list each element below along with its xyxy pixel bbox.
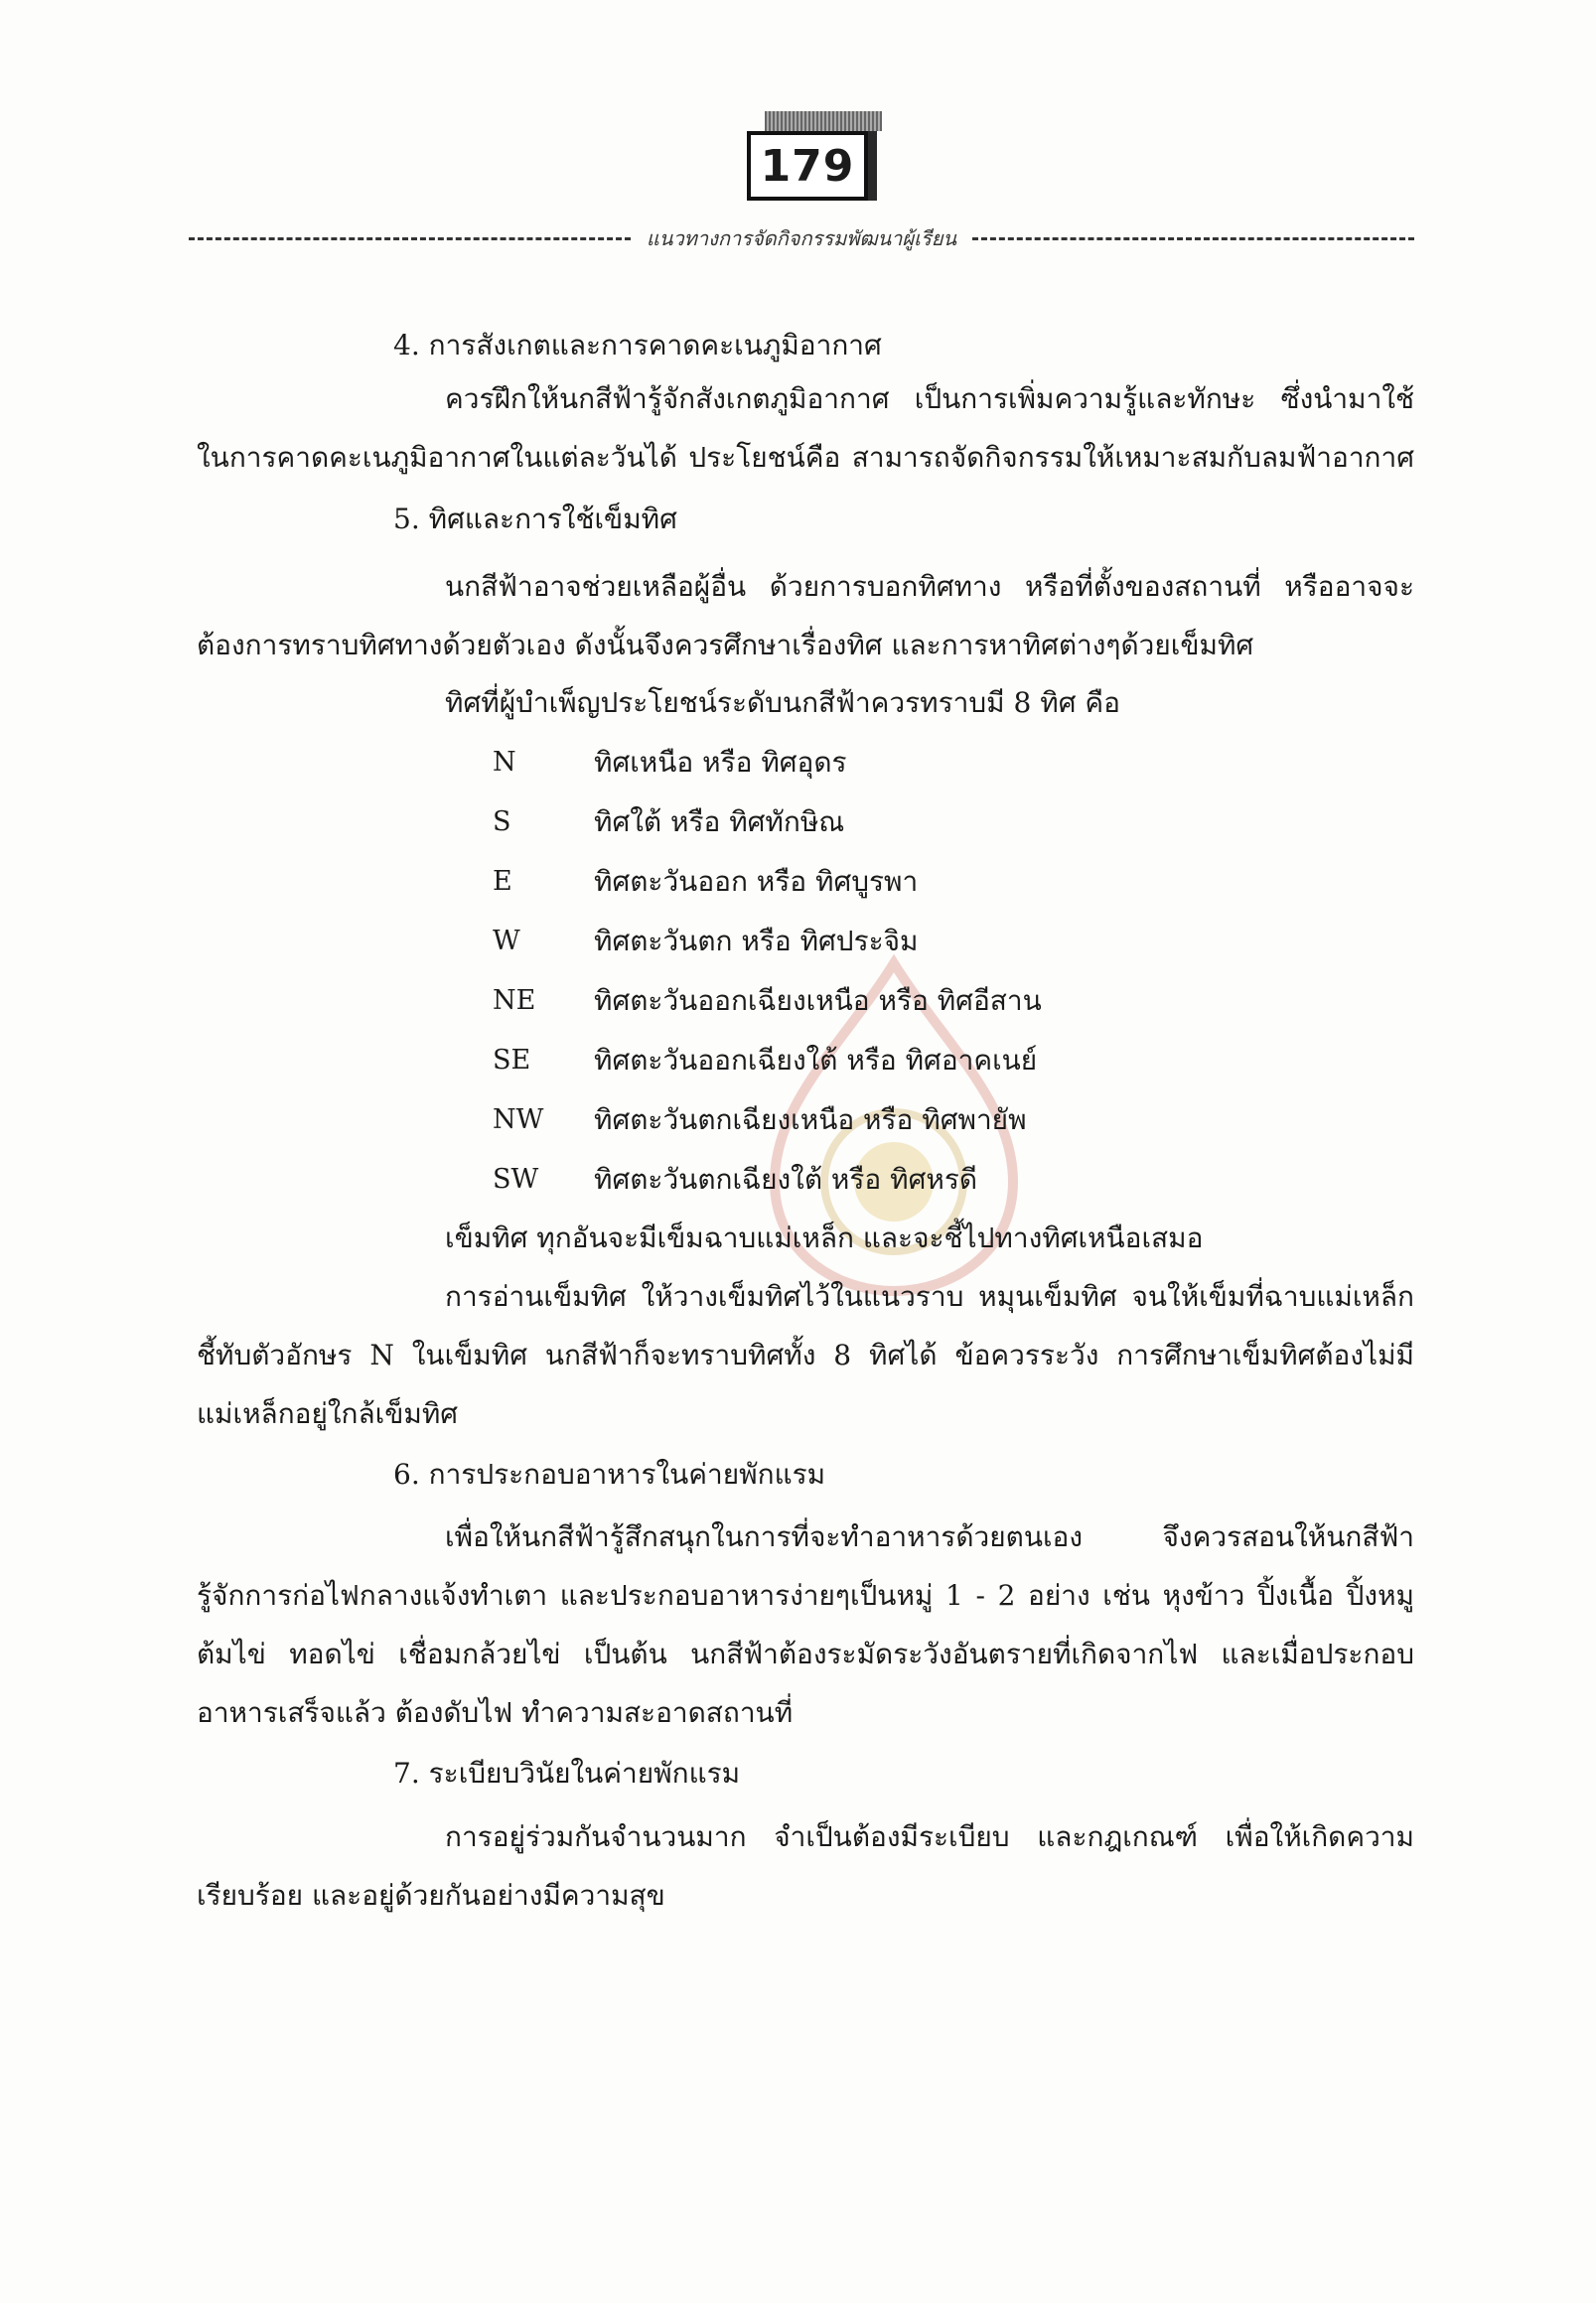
direction-name: ทิศตะวันออกเฉียงใต้ หรือ ทิศอาคเนย์: [594, 1044, 1038, 1077]
direction-name: ทิศตะวันออกเฉียงเหนือ หรือ ทิศอีสาน: [594, 984, 1042, 1017]
section-6-heading: 6. การประกอบอาหารในค่ายพักแรม: [393, 1458, 826, 1491]
section-6-line-1: เพื่อให้นกสีฟ้ารู้สึกสนุกในการที่จะทำอาหารด้วยตนเอง จึงควรสอนให้นกสีฟ้า: [445, 1520, 1414, 1553]
running-header-text: แนวทางการจัดกิจกรรมพัฒนาผู้เรียน: [646, 226, 957, 250]
direction-name: ทิศใต้ หรือ ทิศทักษิณ: [594, 805, 845, 838]
section-5-line-3: ทิศที่ผู้บำเพ็ญประโยชน์ระดับนกสีฟ้าควรทราบมี 8 ทิศ คือ: [445, 686, 1120, 719]
compass-reading-line-3: แม่เหล็กอยู่ใกล้เข็มทิศ: [197, 1397, 459, 1430]
direction-name: ทิศเหนือ หรือ ทิศอุดร: [594, 746, 847, 779]
direction-code: SE: [493, 1045, 531, 1076]
direction-name: ทิศตะวันออก หรือ ทิศบูรพา: [594, 865, 919, 898]
running-header: [189, 220, 1414, 256]
section-6-line-3: ต้มไข่ ทอดไข่ เชื่อมกล้วยไข่ เป็นต้น นกสีฟ้าต้องระมัดระวังอันตรายที่เกิดจากไฟ และเมื่อประกอบ: [197, 1638, 1414, 1670]
header-rule-right: [972, 237, 1414, 240]
section-5-line-1: นกสีฟ้าอาจช่วยเหลือผู้อื่น ด้วยการบอกทิศทาง หรือที่ตั้งของสถานที่ หรืออาจจะ: [445, 570, 1414, 603]
header-rule-left: [189, 237, 631, 240]
compass-reading-line-2: ชี้ทับตัวอักษร N ในเข็มทิศ นกสีฟ้าก็จะทราบทิศทั้ง 8 ทิศได้ ข้อควรระวัง การศึกษาเข็มทิศต้องไม่มี: [197, 1339, 1414, 1371]
section-7-line-1: การอยู่ร่วมกันจำนวนมาก จำเป็นต้องมีระเบียบ และกฎเกณฑ์ เพื่อให้เกิดความ: [445, 1820, 1414, 1853]
compass-reading-line-1: การอ่านเข็มทิศ ให้วางเข็มทิศไว้ในแนวราบ หมุนเข็มทิศ จนให้เข็มที่ฉาบแม่เหล็ก: [445, 1280, 1414, 1313]
section-6-line-2: รู้จักการก่อไฟกลางแจ้งทำเตา และประกอบอาหารง่ายๆเป็นหมู่ 1 - 2 อย่าง เช่น หุงข้าว ปิ้งเนื้อ ปิ้งหมู: [197, 1579, 1414, 1612]
direction-code: SW: [493, 1164, 539, 1195]
section-4-heading: 4. การสังเกตและการคาดคะเนภูมิอากาศ: [393, 329, 882, 361]
direction-code: N: [493, 747, 516, 778]
page-number: 179: [747, 131, 868, 201]
direction-name: ทิศตะวันตกเฉียงใต้ หรือ ทิศหรดี: [594, 1163, 978, 1196]
compass-note: เข็มทิศ ทุกอันจะมีเข็มฉาบแม่เหล็ก และจะชี้ไปทางทิศเหนือเสมอ: [445, 1222, 1204, 1254]
direction-code: E: [493, 866, 512, 897]
section-6-line-4: อาหารเสร็จแล้ว ต้องดับไฟ ทำความสะอาดสถานที่: [197, 1696, 794, 1729]
direction-code: NE: [493, 985, 536, 1016]
section-4-line-2: ในการคาดคะเนภูมิอากาศในแต่ละวันได้ ประโยชน์คือ สามารถจัดกิจกรรมให้เหมาะสมกับลมฟ้าอากาศ: [197, 441, 1414, 474]
section-7-line-2: เรียบร้อย และอยู่ด้วยกันอย่างมีความสุข: [197, 1879, 665, 1912]
page-number-tab: [765, 111, 882, 131]
direction-name: ทิศตะวันตก หรือ ทิศประจิม: [594, 925, 919, 957]
section-7-heading: 7. ระเบียบวินัยในค่ายพักแรม: [393, 1757, 741, 1790]
direction-code: NW: [493, 1104, 544, 1135]
direction-code: W: [493, 926, 520, 956]
section-4-line-1: ควรฝึกให้นกสีฟ้ารู้จักสังเกตภูมิอากาศ เป็นการเพิ่มความรู้และทักษะ ซึ่งนำมาใช้: [445, 382, 1414, 415]
section-5-line-2: ต้องการทราบทิศทางด้วยตัวเอง ดังนั้นจึงควรศึกษาเรื่องทิศ และการหาทิศต่างๆด้วยเข็มทิศ: [197, 629, 1254, 661]
direction-code: S: [493, 806, 511, 837]
section-5-heading: 5. ทิศและการใช้เข็มทิศ: [393, 503, 677, 535]
direction-name: ทิศตะวันตกเฉียงเหนือ หรือ ทิศพายัพ: [594, 1103, 1027, 1136]
